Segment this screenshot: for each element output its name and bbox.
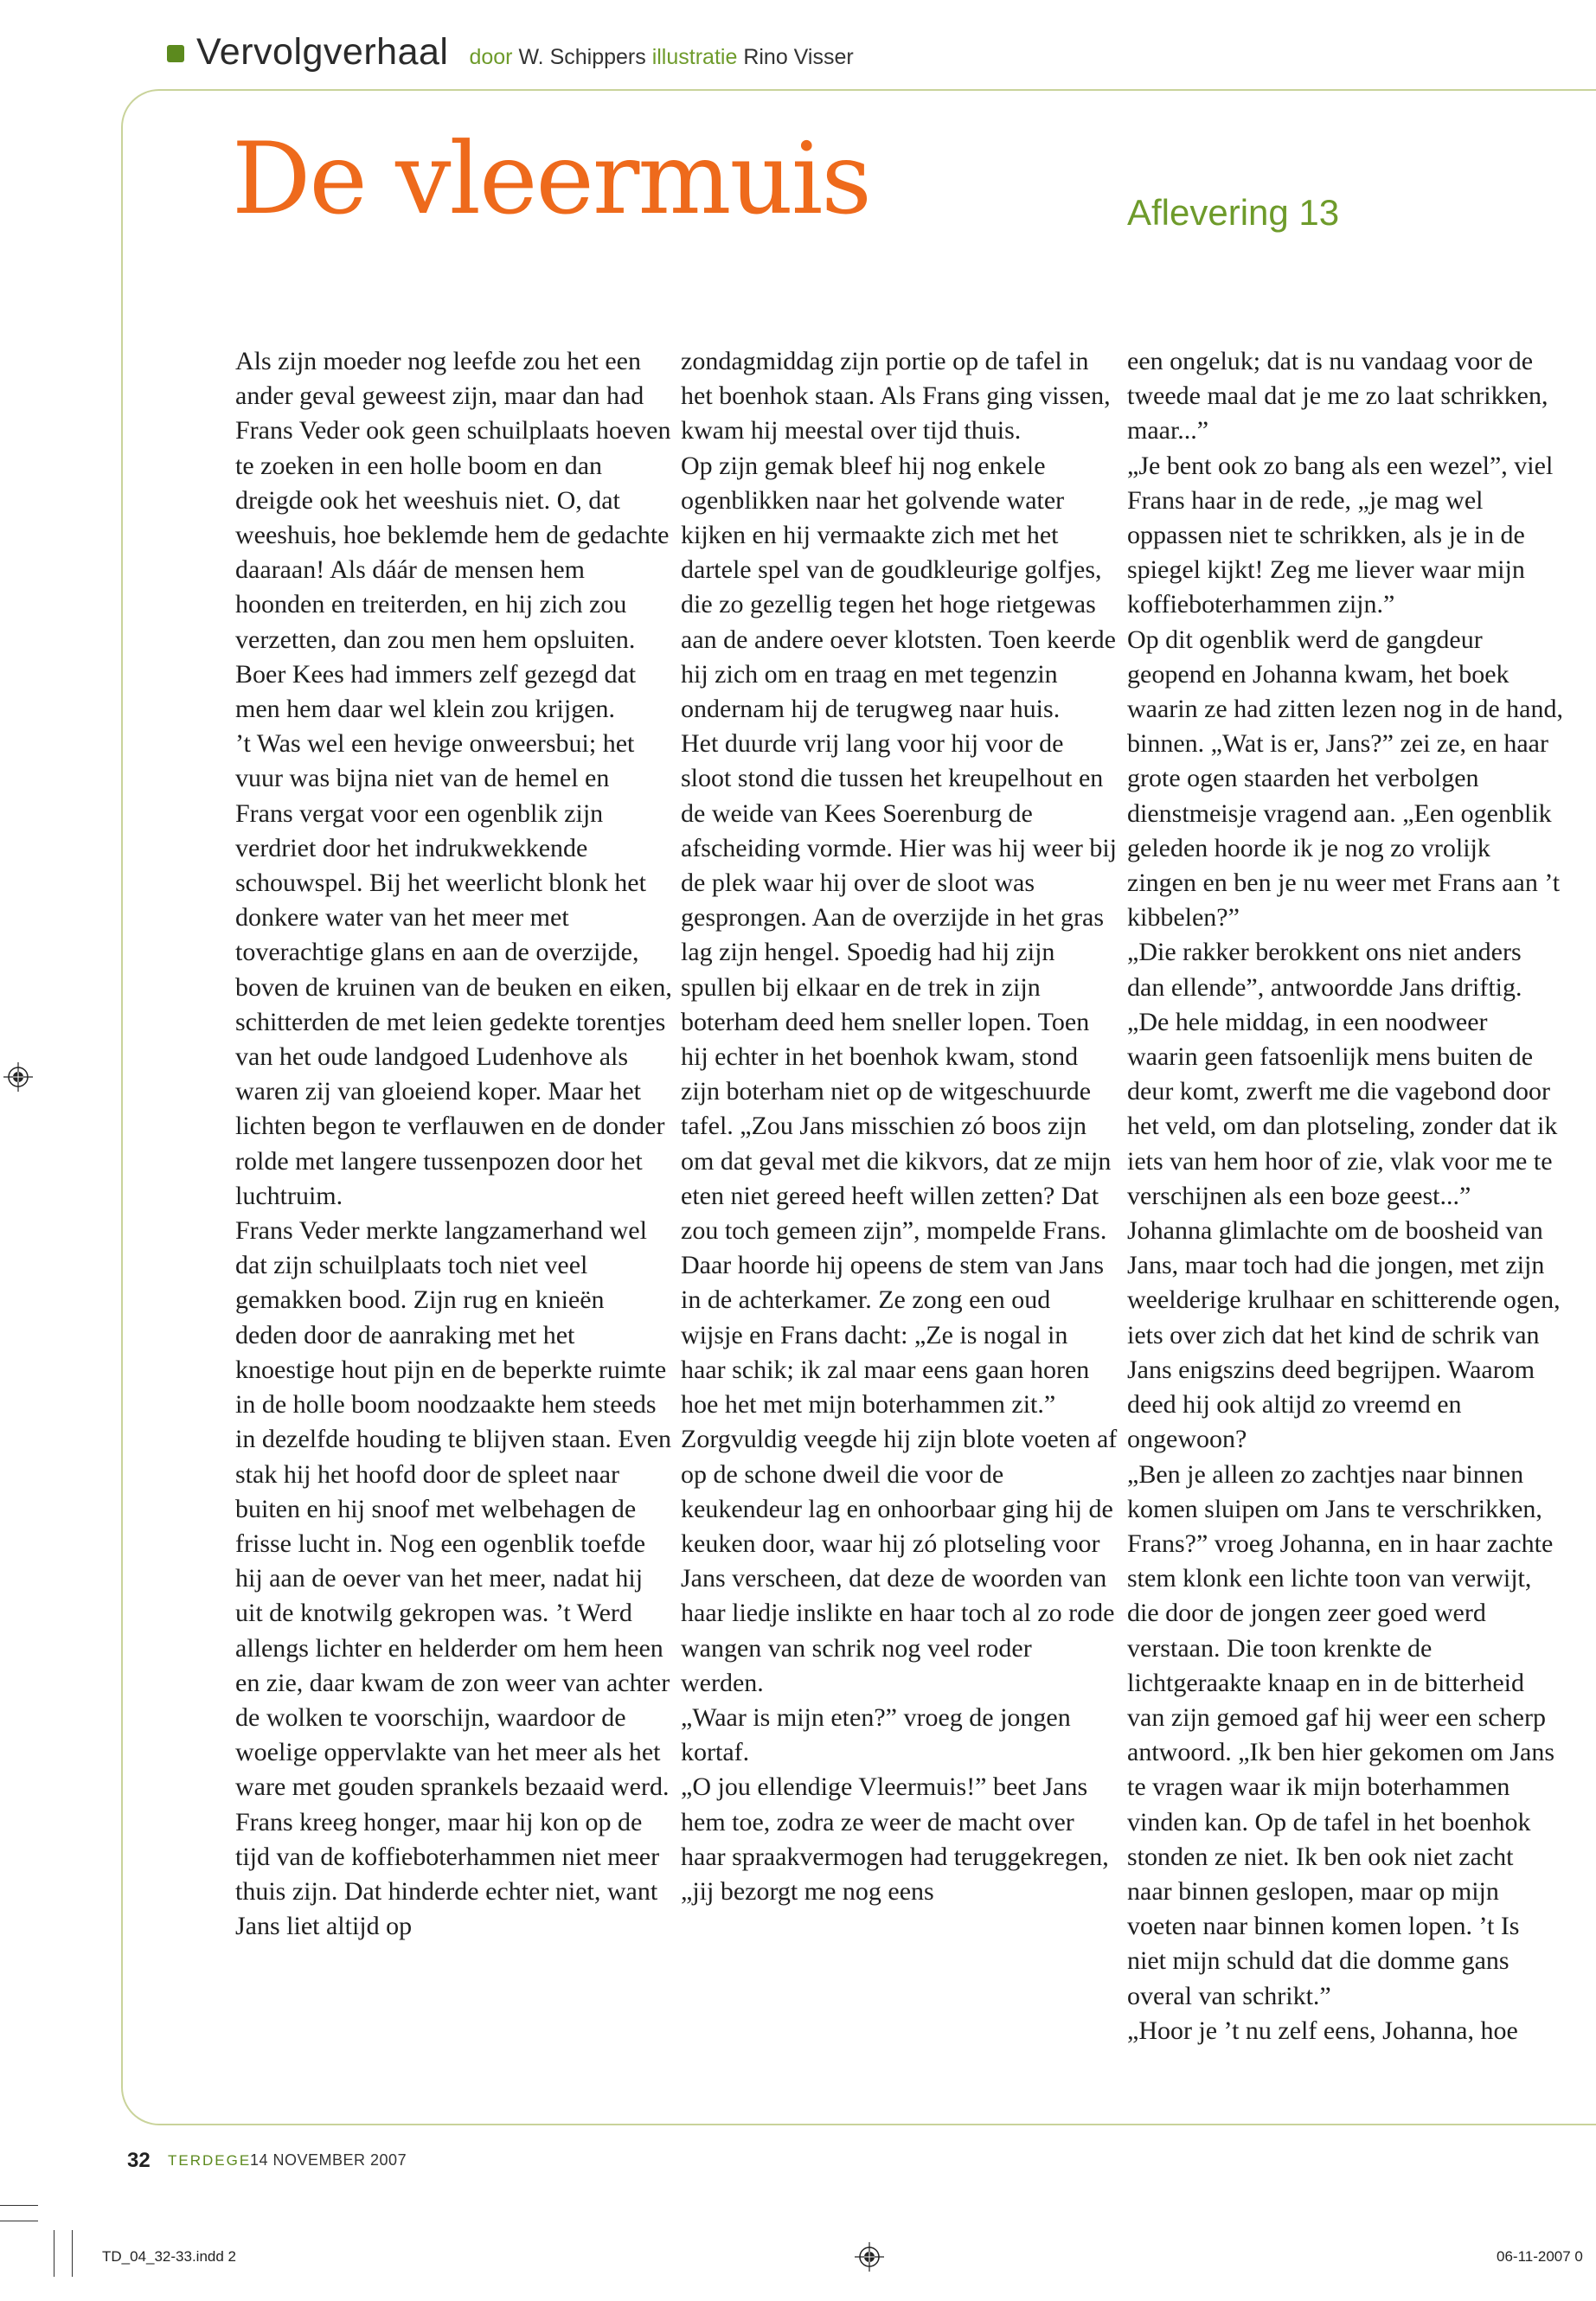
section-name: Vervolgverhaal [196, 31, 449, 73]
print-slug-filename: TD_04_32-33.indd 2 [102, 2248, 237, 2265]
author-label: door [469, 45, 513, 69]
credits [469, 45, 853, 70]
paragraph: „O jou ellendige Vleermuis!” beet Jans hem toe, zodra ze weer de macht over haar spraakvermogen had teruggekregen, „jij bezorgt me nog eens [681, 1772, 1109, 1906]
paragraph: een ongeluk; dat is nu vandaag voor de tweede maal dat je me zo laat schrikken, maar...” [1127, 347, 1548, 445]
print-slug-date: 06-11-2007 0 [1497, 2248, 1583, 2265]
paragraph: „Ben je alleen zo zachtjes naar binnen komen sluipen om Jans te verschrikken, Frans?” vroeg Johanna, en in haar zachte stem klonk een lichte toon van verwijt, die door de jongen zeer goed werd verstaan. Die toon krenkte de lichtgeraakte knaap en in de bitterheid van zijn gemoed gaf hij weer een scherp antwoord. „Ik ben hier gekomen om Jans te vragen waar ik mijn boterhammen vinden kan. Op de tafel in het boenhok stonden ze niet. Ik ben ook niet zacht naar binnen geslopen, maar op mijn voeten naar binnen komen lopen. ’t Is niet mijn schuld dat die domme gans overal van schrikt.” [1127, 1459, 1555, 2010]
paragraph: „Je bent ook zo bang als een wezel”, viel Frans haar in de rede, „je mag wel oppassen niet te schrikken, als je in de spiegel kijkt! Zeg me liever waar mijn koffieboterhammen zijn.” [1127, 451, 1554, 619]
paragraph: Op zijn gemak bleef hij nog enkele ogenblikken naar het golvende water kijken en hij vermaakte zich met het dartele spel van de goudkleurige golfjes, die zo gezellig tegen het hoge rietgewas aan de andere oever klotsten. Toen keerde hij zich om en traag en met tegenzin ondernam hij de terugweg naar huis. [681, 451, 1116, 724]
magazine-name: TERDEGE [168, 2152, 252, 2169]
page-number: 32 [127, 2149, 151, 2172]
crop-mark [72, 2230, 73, 2277]
crop-mark [0, 2205, 38, 2206]
paragraph: Johanna glimlachte om de boosheid van Jans, maar toch had die jongen, met zijn weelderige krulhaar en schitterende ogen, iets over zich dat het kind de schrik van Jans enigszins deed begrijpen. Waarom deed hij ook altijd zo vreemd en ongewoon? [1127, 1216, 1561, 1454]
episode-label: Aflevering 13 [1127, 192, 1340, 233]
paragraph: ’t Was wel een hevige onweersbui; het vuur was bijna niet van de hemel en Frans vergat voor een ogenblik zijn verdriet door het indrukwekkende schouwspel. Bij het weerlicht blonk het donkere water van het meer met toverachtige glans en aan de overzijde, boven de kruinen van de beuken en eiken, schitterden de met leien gedekte torentjes van het oude landgoed Ludenhove als waren zij van gloeiend koper. Maar het lichten begon te verflauwen en de donder rolde met langere tussenpozen door het luchtruim. [235, 729, 672, 1210]
paragraph: Frans Veder merkte langzamerhand wel dat zijn schuilplaats toch niet veel gemakken bood. Zijn rug en knieën deden door de aanraking met het knoestige hout pijn en de beperkte ruimte in de holle boom noodzaakte hem steeds in dezelfde houding te blijven staan. Even stak hij het hoofd door de spleet naar buiten en hij snoof met welbehagen de frisse lucht in. Nog een ogenblik toefde hij aan de oever van het meer, nadat hij uit de knotwilg gekropen was. ’t Werd allengs lichter en helderder om hem heen en zie, daar kwam de zon weer van achter de wolken te voorschijn, waardoor de woelige oppervlakte van het meer als het ware met gouden sprankels bezaaid werd. [235, 1216, 672, 1802]
paragraph: Het duurde vrij lang voor hij voor de sloot stond die tussen het kreupelhout en de weide van Kees Soerenburg de afscheiding vormde. Hier was hij weer bij de plek waar hij over de sloot was gesprongen. Aan de overzijde in het gras lag zijn hengel. Spoedig had hij zijn spullen bij elkaar en de trek in zijn boterham deed hem sneller lopen. Toen hij echter in het boenhok kwam, stond zijn boterham niet op de witgeschuurde tafel. „Zou Jans misschien zó boos zijn om dat geval met die kikvors, dat ze mijn eten niet gereed heeft willen zetten? Dat zou toch gemeen zijn”, mompelde Frans. [681, 729, 1118, 1246]
paragraph: Op dit ogenblik werd de gangdeur geopend en Johanna kwam, het boek waarin ze had zitten lezen nog in de hand, binnen. „Wat is er, Jans?” zei ze, en haar grote ogen staarden het verbolgen dienstmeisje vragend aan. „Een ogenblik geleden hoorde ik je nog zo vrolijk zingen en ben je nu weer met Frans aan ’t kibbelen?” [1127, 625, 1563, 933]
paragraph: „Waar is mijn eten?” vroeg de jongen kortaf. [681, 1702, 1071, 1767]
text-column-2 [681, 344, 1118, 1909]
paragraph: Als zijn moeder nog leefde zou het een ander geval geweest zijn, maar dan had Frans Veder ook geen schuilplaats hoeven te zoeken in een holle boom en dan dreigde ook het weeshuis niet. O, dat weeshuis, hoe beklemde hem de gedachte daaraan! Als dáár de mensen hem hoonden en treiterden, en hij zich zou verzetten, dan zou men hem opsluiten. Boer Kees had immers zelf gezegd dat men hem daar wel klein zou krijgen. [235, 347, 671, 724]
section-marker-icon [167, 45, 184, 62]
registration-mark-icon [855, 2242, 884, 2272]
text-column-1 [235, 344, 672, 1944]
issue-date: 14 NOVEMBER 2007 [250, 2151, 407, 2169]
illustrator-name: Rino Visser [743, 45, 854, 69]
paragraph: Frans kreeg honger, maar hij kon op de tijd van de koffieboterhammen niet meer thuis zijn. Dat hinderde echter niet, want Jans liet altijd op [235, 1807, 660, 1941]
author-name: W. Schippers [518, 45, 646, 69]
paragraph: „Die rakker berokkent ons niet anders dan ellende”, antwoordde Jans driftig. „De hele middag, in een noodweer waarin geen fatsoenlijk mens buiten de deur komt, zwerft me die vagebond door het veld, om dan plotseling, zonder dat ik iets van hem hoor of zie, vlak voor me te verschijnen als een boze geest...” [1127, 938, 1558, 1210]
section-header [167, 31, 854, 78]
illustrator-label: illustratie [651, 45, 738, 69]
paragraph: zondagmiddag zijn portie op de tafel in het boenhok staan. Als Frans ging vissen, kwam hij meestal over tijd thuis. [681, 347, 1111, 445]
paragraph: „Hoor je ’t nu zelf eens, Johanna, hoe [1127, 2016, 1518, 2045]
registration-mark-icon [3, 1062, 33, 1092]
story-title: De vleermuis [232, 121, 870, 236]
paragraph: Daar hoorde hij opeens de stem van Jans in de achterkamer. Ze zong een oud wijsje en Frans dacht: „Ze is nogal in haar schik; ik zal maar eens gaan horen hoe het met mijn boterhammen zit.” Zorgvuldig veegde hij zijn blote voeten af op de schone dweil die voor de keukendeur lag en onhoorbaar ging hij de keuken door, waar hij zó plotseling voor Jans verscheen, dat deze de woorden van haar liedje inslikte en haar toch al zo rode wangen van schrik nog veel roder werden. [681, 1251, 1118, 1697]
text-column-3 [1127, 344, 1564, 2048]
